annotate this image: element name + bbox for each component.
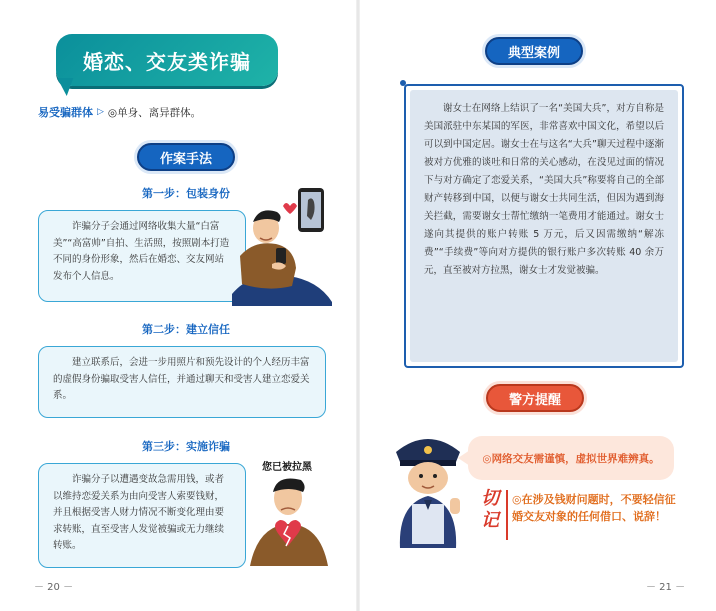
police-officer-icon [388, 430, 468, 548]
qieji-char-1: 切 [481, 488, 499, 509]
step2-title: 第二步：建立信任 [142, 323, 230, 336]
warning-heading-text: 警方提醒 [508, 392, 561, 408]
page-number-right: － 21 － [646, 582, 686, 593]
qieji-char-2: 记 [481, 510, 499, 531]
step2-box [38, 346, 326, 418]
victim-value: ◎单身、离异群体。 [107, 106, 202, 119]
method-heading-text: 作案手法 [159, 151, 212, 167]
step1-text: 诈骗分子会通过网络收集大量“白富美”“高富帅”自拍、生活照，按照剧本打造不同的身份形象，然后在婚恋、交友网站发布个人信息。 [53, 221, 230, 282]
man-with-phone-icon [232, 186, 332, 306]
qieji-mark [478, 488, 502, 532]
method-heading [137, 143, 235, 171]
victim-group [38, 104, 201, 120]
victim-label: 易受骗群体 [38, 106, 93, 119]
page-title: 婚恋、交友类诈骗 [83, 49, 251, 74]
blocked-sign-text: 您已被拉黑 [262, 462, 312, 473]
step3-box [38, 463, 246, 568]
step3-title: 第三步：实施诈骗 [142, 440, 230, 453]
warning-heading [486, 384, 584, 412]
speech-bubble [468, 436, 674, 480]
step3-text: 诈骗分子以遭遇变故急需用钱，或者以维持恋爱关系为由向受害人索要钱财，并且根据受害人财力情况不断变化理由要求转账，直至受害人发觉被骗或无力继续转账。 [53, 474, 225, 551]
case-heading [485, 37, 583, 65]
step1-title: 第一步：包装身份 [142, 187, 230, 200]
remember-text: ◎在涉及钱财问题时，不要轻信征婚交友对象的任何借口、说辞！ [512, 493, 676, 523]
case-box [404, 84, 684, 368]
page-number-left: － 20 － [34, 582, 74, 593]
title-banner [56, 34, 278, 86]
heartbroken-man-icon [250, 470, 328, 566]
case-inner [410, 90, 678, 362]
qieji-divider [506, 490, 508, 540]
case-text: 谢女士在网络上结识了一名“美国大兵”，对方自称是美国派驻中东某国的军医，非常喜欢中国文化，希望以后可以到中国定居。谢女士在与这名“大兵”聊天过程中逐渐被对方优雅的谈吐和日常的关心感动，在没见过面的情况下与对方确定了恋爱关系，“美国大兵”称要将自己的全部财产转移到中国，以便与谢女士共同生活，但因为遇到海关拦截，需要谢女士帮忙缴纳一笔费用才能通过。谢女士遂向其提供的账户转账 5 万元，后又因需缴纳“解冻费”“手续费”等向对方提供的银行账户多次转账 40 余万元，直至被对方拉黑，谢女士才发觉被骗。 [424, 103, 664, 276]
step2-text: 建立联系后，会进一步用照片和预先设计的个人经历丰富的虚假身份骗取受害人信任，并通过聊天和受害人建立恋爱关系。 [53, 357, 310, 401]
triangle-arrow-icon: ▷ [97, 107, 104, 117]
step1-box [38, 210, 246, 302]
case-heading-text: 典型案例 [507, 45, 560, 61]
right-page [358, 0, 716, 611]
bubble-text: ◎网络交友需谨慎，虚拟世界难辨真。 [482, 452, 660, 465]
